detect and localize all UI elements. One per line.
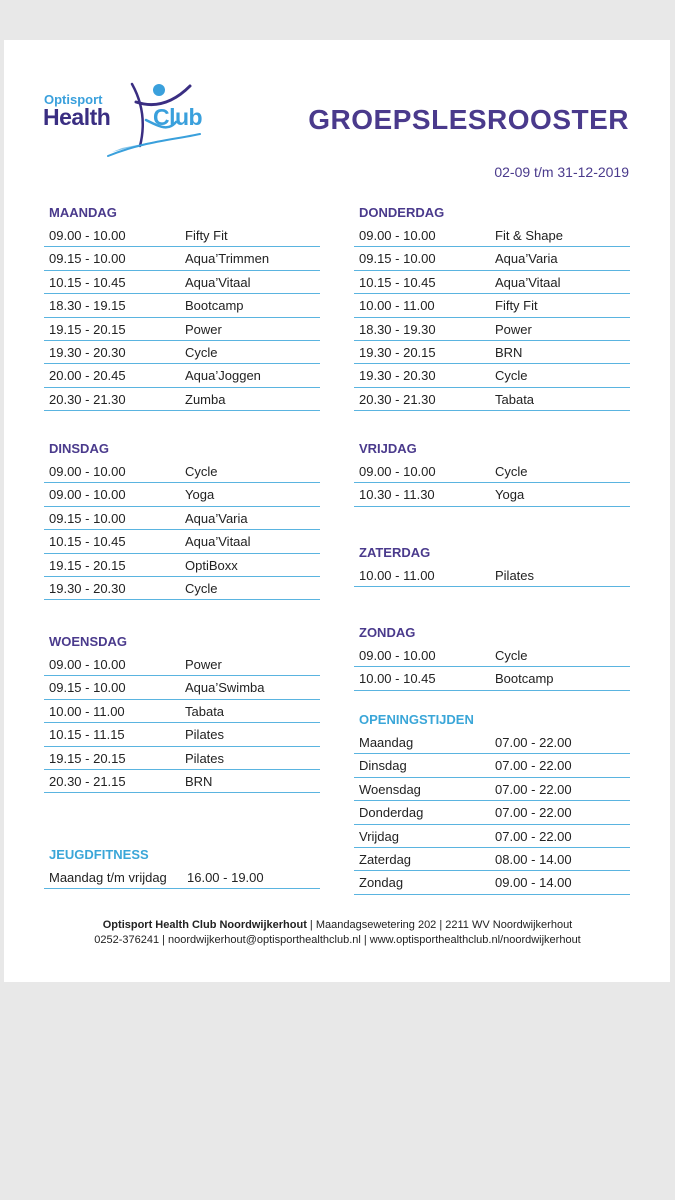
row-time: 10.15 - 10.45 <box>359 274 436 290</box>
day-heading: ZONDAG <box>359 625 416 640</box>
schedule-row <box>354 754 630 777</box>
row-class: Tabata <box>495 391 535 407</box>
schedule-row <box>44 224 320 247</box>
schedule-row <box>44 554 320 577</box>
row-time: Donderdag <box>359 805 424 821</box>
row-class: Yoga <box>495 487 525 503</box>
row-class: 07.00 - 22.00 <box>495 758 572 774</box>
schedule-row <box>354 224 630 247</box>
row-time: Dinsdag <box>359 758 407 774</box>
row-class: Aqua’Vitaal <box>185 274 251 290</box>
logo-optisport-text: Optisport <box>44 92 103 107</box>
row-time: 10.00 - 10.45 <box>359 671 436 687</box>
row-class: Pilates <box>495 568 535 583</box>
row-class: 07.00 - 22.00 <box>495 805 572 821</box>
row-class: Yoga <box>185 487 215 503</box>
row-time: 10.00 - 11.00 <box>49 703 125 719</box>
row-time: 18.30 - 19.30 <box>359 321 436 337</box>
row-time: 09.00 - 10.00 <box>49 228 126 243</box>
schedule-row <box>354 271 630 294</box>
row-time: 10.15 - 11.15 <box>49 727 125 743</box>
row-class: Aqua’Varia <box>185 510 248 526</box>
footer-address: | Maandagsewetering 202 | 2211 WV Noordwijkerhout <box>306 919 573 931</box>
day-heading: ZATERDAG <box>359 545 431 560</box>
schedule-row <box>44 700 320 723</box>
schedule-row <box>44 723 320 746</box>
row-class: Aqua’Trimmen <box>185 251 270 267</box>
row-time: Woensdag <box>359 781 421 797</box>
schedule-row <box>354 294 630 317</box>
row-class: 16.00 - 19.00 <box>187 870 264 885</box>
footer-contact: 0252-376241 | noordwijkerhout@optisporthealthclub.nl | www.optisporthealthclub.nl/noordwijkerhout <box>94 934 581 946</box>
row-time: 09.15 - 10.00 <box>49 680 126 696</box>
section-dinsdag <box>44 438 320 600</box>
schedule-row <box>44 271 320 294</box>
schedule-row <box>44 364 320 387</box>
schedule-row <box>354 341 630 364</box>
row-class: 08.00 - 14.00 <box>495 851 572 867</box>
footer-address-line <box>0 918 675 933</box>
schedule-row <box>44 577 320 600</box>
section-jeugdfitness <box>44 844 320 889</box>
row-time: 10.15 - 10.45 <box>49 534 126 550</box>
row-class: Aqua’Varia <box>495 251 558 267</box>
schedule-row <box>44 866 320 889</box>
schedule-row <box>354 848 630 871</box>
logo-health-text: Health <box>43 104 111 130</box>
row-class: Aqua’Vitaal <box>495 274 561 290</box>
schedule-period: 02-09 t/m 31-12-2019 <box>494 164 629 180</box>
schedule-row <box>354 483 630 506</box>
day-heading: WOENSDAG <box>49 634 127 649</box>
section-openingstijden <box>354 709 630 895</box>
row-class: Power <box>495 321 532 337</box>
row-class: 09.00 - 14.00 <box>495 875 572 891</box>
row-time: 10.30 - 11.30 <box>359 487 435 503</box>
section-donderdag <box>354 202 630 411</box>
row-class: Aqua’Vitaal <box>185 534 251 550</box>
day-heading: OPENINGSTIJDEN <box>359 712 474 727</box>
schedule-row <box>354 388 630 411</box>
row-class: OptiBoxx <box>185 557 238 573</box>
row-time: 09.00 - 10.00 <box>49 657 126 672</box>
row-time: 19.15 - 20.15 <box>49 557 126 573</box>
row-time: 20.00 - 20.45 <box>49 368 126 384</box>
row-class: Power <box>185 321 222 337</box>
schedule-row <box>44 747 320 770</box>
row-time: Zondag <box>359 875 404 891</box>
row-class: 07.00 - 22.00 <box>495 735 572 750</box>
row-time: 19.30 - 20.15 <box>359 344 436 360</box>
section-zondag <box>354 622 630 691</box>
row-class: Cycle <box>185 580 218 596</box>
row-time: 19.30 - 20.30 <box>49 580 126 596</box>
row-time: Maandag <box>359 735 414 750</box>
row-class: Fit & Shape <box>495 228 563 243</box>
row-class: Zumba <box>185 391 226 407</box>
row-time: Zaterdag <box>359 851 412 867</box>
schedule-row <box>44 341 320 364</box>
section-zaterdag <box>354 542 630 587</box>
row-time: 10.00 - 11.00 <box>359 298 435 314</box>
page-title: GROEPSLESROOSTER <box>308 104 629 135</box>
schedule-row <box>44 460 320 483</box>
row-class: BRN <box>495 344 523 360</box>
row-class: BRN <box>185 773 213 789</box>
schedule-row <box>354 871 630 894</box>
optisport-logo <box>40 80 210 160</box>
row-class: 07.00 - 22.00 <box>495 781 572 797</box>
row-time: 20.30 - 21.30 <box>359 391 436 407</box>
row-class: Power <box>185 657 222 672</box>
section-woensdag <box>44 631 320 793</box>
footer-club-name: Optisport Health Club Noordwijkerhout <box>102 919 307 931</box>
row-class: Bootcamp <box>495 671 554 687</box>
day-heading: VRIJDAG <box>359 441 417 456</box>
day-heading: DINSDAG <box>49 441 109 456</box>
row-time: 09.00 - 10.00 <box>359 464 436 479</box>
schedule-row <box>44 507 320 530</box>
row-class: Cycle <box>185 464 218 479</box>
row-time: 20.30 - 21.30 <box>49 391 126 407</box>
row-time: 09.15 - 10.00 <box>359 251 436 267</box>
schedule-row <box>44 483 320 506</box>
row-class: Tabata <box>185 703 225 719</box>
row-class: Fifty Fit <box>185 228 228 243</box>
row-time: Vrijdag <box>359 828 399 844</box>
row-class: 07.00 - 22.00 <box>495 828 572 844</box>
row-class: Cycle <box>185 344 218 360</box>
row-time: 19.15 - 20.15 <box>49 321 126 337</box>
schedule-row <box>354 825 630 848</box>
schedule-row <box>354 318 630 341</box>
row-class: Cycle <box>495 464 528 479</box>
row-time: 19.30 - 20.30 <box>359 368 436 384</box>
row-time: 09.00 - 10.00 <box>359 228 436 243</box>
schedule-row <box>354 644 630 667</box>
schedule-row <box>44 676 320 699</box>
row-time: 10.00 - 11.00 <box>359 568 435 583</box>
day-heading: DONDERDAG <box>359 205 445 220</box>
row-class: Aqua’Joggen <box>185 368 261 384</box>
logo-club-text: Club <box>153 104 203 130</box>
schedule-row <box>44 770 320 793</box>
row-time: 09.00 - 10.00 <box>359 648 436 663</box>
row-time: 09.15 - 10.00 <box>49 251 126 267</box>
row-time: 19.30 - 20.30 <box>49 344 126 360</box>
row-class: Cycle <box>495 368 528 384</box>
row-time: 19.15 - 20.15 <box>49 750 126 766</box>
schedule-row <box>354 460 630 483</box>
schedule-row <box>354 778 630 801</box>
schedule-row <box>354 564 630 587</box>
row-time: 20.30 - 21.15 <box>49 773 126 789</box>
section-vrijdag <box>354 438 630 507</box>
row-time: 18.30 - 19.15 <box>49 298 126 314</box>
schedule-row <box>354 801 630 824</box>
schedule-row <box>44 530 320 553</box>
row-class: Fifty Fit <box>495 298 538 314</box>
schedule-row <box>44 653 320 676</box>
row-time: Maandag t/m vrijdag <box>49 870 167 885</box>
row-class: Cycle <box>495 648 528 663</box>
schedule-row <box>44 294 320 317</box>
section-maandag <box>44 202 320 411</box>
schedule-row <box>44 318 320 341</box>
schedule-row <box>354 731 630 754</box>
row-class: Bootcamp <box>185 298 244 314</box>
schedule-row <box>354 247 630 270</box>
schedule-row <box>44 388 320 411</box>
row-time: 09.00 - 10.00 <box>49 464 126 479</box>
row-class: Pilates <box>185 750 225 766</box>
schedule-row <box>354 667 630 690</box>
day-heading: MAANDAG <box>49 205 117 220</box>
row-class: Pilates <box>185 727 225 743</box>
row-time: 09.15 - 10.00 <box>49 510 126 526</box>
day-heading: JEUGDFITNESS <box>49 847 149 862</box>
row-time: 09.00 - 10.00 <box>49 487 126 503</box>
row-class: Aqua’Swimba <box>185 680 265 696</box>
row-time: 10.15 - 10.45 <box>49 274 126 290</box>
schedule-row <box>354 364 630 387</box>
footer <box>0 918 675 948</box>
schedule-row <box>44 247 320 270</box>
